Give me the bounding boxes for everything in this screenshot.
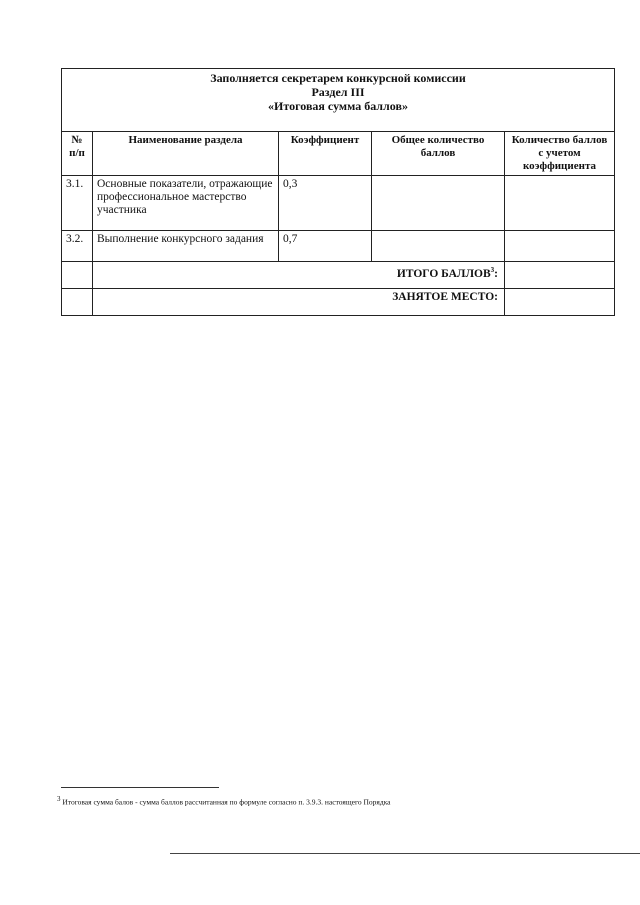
total-label-colon: : [494, 267, 498, 280]
section-caption: Заполняется секретарем конкурсной комиссии [210, 71, 466, 85]
footnote-separator [61, 787, 219, 788]
col-header-name: Наименование раздела [93, 132, 279, 176]
col-header-total: Общее количество баллов [372, 132, 505, 176]
col-header-number: № п/п [62, 132, 93, 176]
row-weighted-cell[interactable] [505, 176, 615, 231]
col-header-coefficient: Коэффициент [279, 132, 372, 176]
total-label [93, 262, 505, 289]
scan-edge-line [170, 853, 640, 854]
place-row [62, 289, 615, 316]
row-name: Основные показатели, отражающие профессиональное мастерство участника [93, 176, 279, 231]
table-row [62, 231, 615, 262]
row-coefficient: 0,3 [279, 176, 372, 231]
total-value-cell[interactable] [505, 262, 615, 289]
row-coefficient: 0,7 [279, 231, 372, 262]
footnote-text: Итоговая сумма балов - сумма баллов рассчитанная по формуле согласно п. 3.9.3. настоящего Порядка [60, 797, 391, 807]
section-number: Раздел III [311, 85, 365, 99]
total-row [62, 262, 615, 289]
section-header [62, 69, 615, 132]
footnote [57, 795, 617, 807]
place-value-cell[interactable] [505, 289, 615, 316]
row-name: Выполнение конкурсного задания [93, 231, 279, 262]
total-label-text: ИТОГО БАЛЛОВ [396, 267, 491, 280]
results-table [61, 68, 615, 316]
footnote-mark: 3 [57, 795, 61, 803]
col-header-weighted: Количество баллов с учетом коэффициента [505, 132, 615, 176]
row-weighted-cell[interactable] [505, 231, 615, 262]
table-row [62, 176, 615, 231]
section-title: «Итоговая сумма баллов» [268, 99, 408, 113]
row-number: 3.2. [62, 231, 93, 262]
place-label: ЗАНЯТОЕ МЕСТО: [93, 289, 505, 316]
row-total-cell[interactable] [372, 176, 505, 231]
place-row-blank [62, 289, 93, 316]
column-header-row [62, 132, 615, 176]
section-header-row [62, 69, 615, 132]
footnote-ref: 3 [490, 266, 495, 274]
row-number: 3.1. [62, 176, 93, 231]
total-row-blank [62, 262, 93, 289]
row-total-cell[interactable] [372, 231, 505, 262]
